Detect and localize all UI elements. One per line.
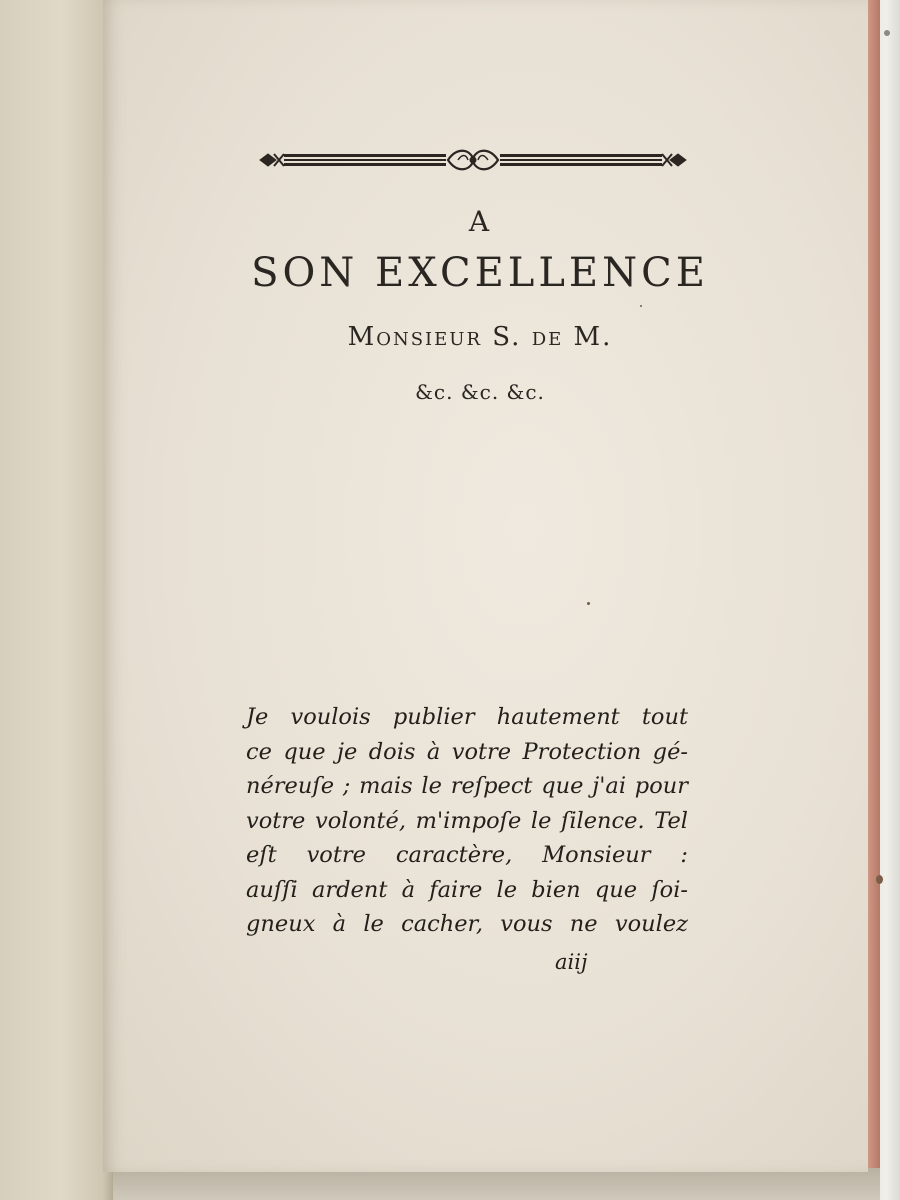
dedication-heading-etc: &c. &c. &c. — [415, 380, 545, 404]
dedication-heading-monsieur: Monsieur S. de M. — [347, 322, 613, 352]
dedication-body — [246, 700, 688, 942]
body-line: gneux à le cacher, vous ne voulez — [246, 911, 688, 937]
book-bottom-shadow — [90, 1168, 880, 1200]
stone-speck — [876, 875, 883, 884]
dedication-heading-to: A — [468, 205, 492, 238]
ornamental-rule-icon — [258, 140, 688, 180]
left-page — [0, 0, 113, 1200]
dedication-heading-excellence: SON EXCELLENCE — [251, 250, 709, 296]
body-line: Je voulois publier hautement tout — [246, 704, 688, 730]
body-line: néreuſe ; mais le reſpect que j'ai pour — [246, 773, 688, 799]
paper-speck — [587, 602, 590, 605]
stone-speck — [884, 30, 890, 36]
body-line: votre volonté, m'impoſe le ſilence. Tel — [246, 807, 688, 834]
body-line: auſſi ardent à faire le bien que ſoi- — [246, 876, 688, 903]
body-line: ce que je dois à votre Protection gé- — [246, 738, 688, 765]
body-line: eſt votre caractère, Monsieur : — [246, 842, 688, 868]
signature-mark: aiij — [555, 950, 588, 974]
paper-speck — [640, 305, 642, 307]
